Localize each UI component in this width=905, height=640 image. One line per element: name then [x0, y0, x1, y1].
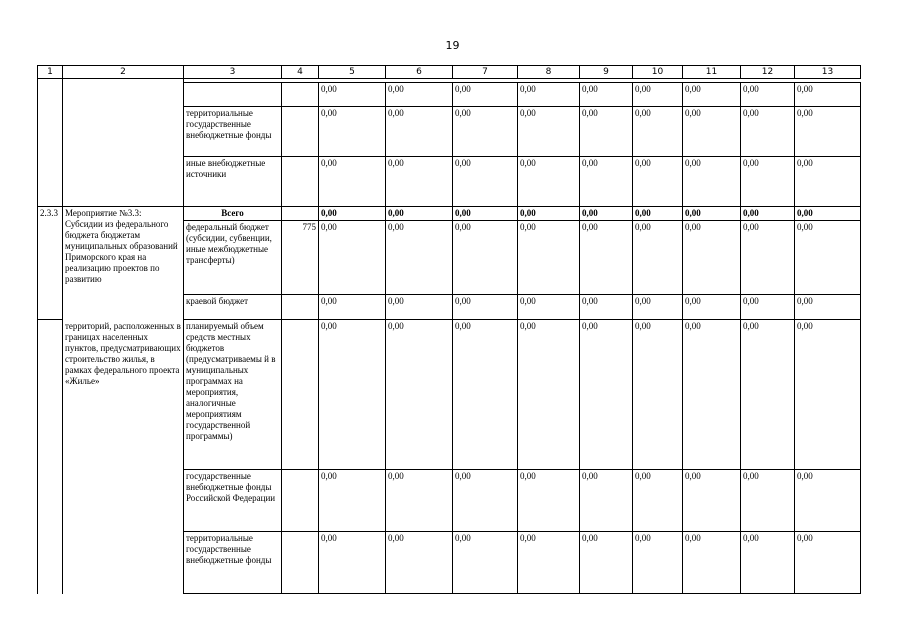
value-cell: 0,00: [580, 320, 633, 470]
code-cell: [282, 320, 319, 470]
page-number: 19: [445, 39, 460, 52]
code-cell: [282, 207, 319, 221]
value-cell: 0,00: [518, 532, 580, 594]
value-cell: 0,00: [518, 221, 580, 295]
value-cell: 0,00: [580, 295, 633, 320]
header-cell: 5: [319, 66, 386, 79]
value-cell: 0,00: [386, 157, 453, 207]
value-cell: 0,00: [580, 83, 633, 107]
value-cell: 0,00: [518, 83, 580, 107]
value-cell: 0,00: [683, 295, 741, 320]
value-cell: 0,00: [741, 107, 795, 157]
value-cell: 0,00: [386, 221, 453, 295]
value-cell: 0,00: [795, 532, 861, 594]
budget-table: [37, 65, 861, 594]
header-cell: 13: [795, 66, 861, 79]
header-cell: 12: [741, 66, 795, 79]
table-row: [38, 320, 861, 470]
value-cell: 0,00: [633, 295, 683, 320]
value-cell: 0,00: [319, 532, 386, 594]
num-cell: [38, 83, 63, 207]
value-cell: 0,00: [580, 532, 633, 594]
header-cell: 6: [386, 66, 453, 79]
value-cell: 0,00: [453, 107, 518, 157]
table-row: [38, 207, 861, 221]
value-cell: 0,00: [741, 532, 795, 594]
name-cell: [63, 83, 184, 207]
source-cell: Всего: [184, 207, 282, 221]
code-cell: [282, 107, 319, 157]
header-cell: 11: [683, 66, 741, 79]
value-cell: 0,00: [795, 157, 861, 207]
value-cell: 0,00: [633, 107, 683, 157]
value-cell: 0,00: [683, 320, 741, 470]
value-cell: 0,00: [683, 107, 741, 157]
value-cell: 0,00: [518, 320, 580, 470]
value-cell: 0,00: [580, 157, 633, 207]
code-cell: [282, 532, 319, 594]
value-cell: 0,00: [386, 320, 453, 470]
header-cell: 3: [184, 66, 282, 79]
value-cell: 0,00: [795, 221, 861, 295]
source-cell: территориальные государственные внебюджетные фонды: [184, 107, 282, 157]
num-cell: [38, 320, 63, 594]
header-cell: 4: [282, 66, 319, 79]
value-cell: 0,00: [741, 221, 795, 295]
measure-name-bottom: территорий, расположенных в границах населенных пунктов, предусматривающих строительство жилья, в рамках федерального проекта «Жилье»: [63, 320, 184, 594]
value-cell: 0,00: [795, 320, 861, 470]
measure-number: 2.3.3: [38, 207, 63, 320]
value-cell: 0,00: [386, 83, 453, 107]
value-cell: 0,00: [741, 470, 795, 532]
source-cell: [184, 83, 282, 107]
value-cell: 0,00: [633, 470, 683, 532]
value-cell: 0,00: [319, 83, 386, 107]
header-cell: 9: [580, 66, 633, 79]
code-cell: 775: [282, 221, 319, 295]
code-cell: [282, 295, 319, 320]
value-cell: 0,00: [580, 107, 633, 157]
value-cell: 0,00: [386, 532, 453, 594]
header-cell: 1: [38, 66, 63, 79]
header-cell: 7: [453, 66, 518, 79]
value-cell: 0,00: [453, 320, 518, 470]
value-cell: 0,00: [633, 157, 683, 207]
value-cell: 0,00: [319, 221, 386, 295]
value-cell: 0,00: [633, 320, 683, 470]
value-cell: 0,00: [683, 221, 741, 295]
value-cell: 0,00: [795, 107, 861, 157]
header-row: [38, 66, 861, 79]
value-cell: 0,00: [518, 157, 580, 207]
source-cell: государственные внебюджетные фонды Российской Федерации: [184, 470, 282, 532]
value-cell: 0,00: [319, 107, 386, 157]
value-cell: 0,00: [795, 470, 861, 532]
source-cell: планируемый объем средств местных бюджетов (предусматриваемы й в муниципальных программах на мероприятия, аналогичные мероприятиям государственной программы): [184, 320, 282, 470]
source-cell: иные внебюджетные источники: [184, 157, 282, 207]
value-cell: 0,00: [319, 207, 386, 221]
value-cell: 0,00: [453, 83, 518, 107]
value-cell: 0,00: [795, 207, 861, 221]
value-cell: 0,00: [580, 207, 633, 221]
value-cell: 0,00: [453, 295, 518, 320]
value-cell: 0,00: [319, 157, 386, 207]
table-row: [38, 83, 861, 107]
value-cell: 0,00: [683, 207, 741, 221]
value-cell: 0,00: [741, 157, 795, 207]
value-cell: 0,00: [319, 295, 386, 320]
value-cell: 0,00: [319, 320, 386, 470]
value-cell: 0,00: [453, 207, 518, 221]
measure-name-top: Мероприятие №3.3: Субсидии из федерального бюджета бюджетам муниципальных образований Приморского края на реализацию проектов по развитию: [63, 207, 184, 320]
code-cell: [282, 470, 319, 532]
source-cell: территориальные государственные внебюджетные фонды: [184, 532, 282, 594]
value-cell: 0,00: [580, 221, 633, 295]
value-cell: 0,00: [683, 470, 741, 532]
header-cell: 2: [63, 66, 184, 79]
source-cell: федеральный бюджет (субсидии, субвенции, иные межбюджетные трансферты): [184, 221, 282, 295]
value-cell: 0,00: [683, 532, 741, 594]
value-cell: 0,00: [633, 221, 683, 295]
value-cell: 0,00: [518, 107, 580, 157]
header-cell: 10: [633, 66, 683, 79]
value-cell: 0,00: [386, 295, 453, 320]
value-cell: 0,00: [795, 295, 861, 320]
value-cell: 0,00: [386, 207, 453, 221]
source-cell: краевой бюджет: [184, 295, 282, 320]
code-cell: [282, 83, 319, 107]
value-cell: 0,00: [633, 83, 683, 107]
value-cell: 0,00: [633, 207, 683, 221]
value-cell: 0,00: [518, 295, 580, 320]
value-cell: 0,00: [518, 470, 580, 532]
value-cell: 0,00: [386, 107, 453, 157]
value-cell: 0,00: [683, 157, 741, 207]
value-cell: 0,00: [795, 83, 861, 107]
value-cell: 0,00: [741, 83, 795, 107]
value-cell: 0,00: [741, 320, 795, 470]
value-cell: 0,00: [453, 532, 518, 594]
value-cell: 0,00: [319, 470, 386, 532]
value-cell: 0,00: [580, 470, 633, 532]
value-cell: 0,00: [633, 532, 683, 594]
value-cell: 0,00: [741, 295, 795, 320]
value-cell: 0,00: [518, 207, 580, 221]
header-cell: 8: [518, 66, 580, 79]
value-cell: 0,00: [453, 221, 518, 295]
value-cell: 0,00: [683, 83, 741, 107]
value-cell: 0,00: [453, 157, 518, 207]
code-cell: [282, 157, 319, 207]
value-cell: 0,00: [741, 207, 795, 221]
value-cell: 0,00: [453, 470, 518, 532]
value-cell: 0,00: [386, 470, 453, 532]
